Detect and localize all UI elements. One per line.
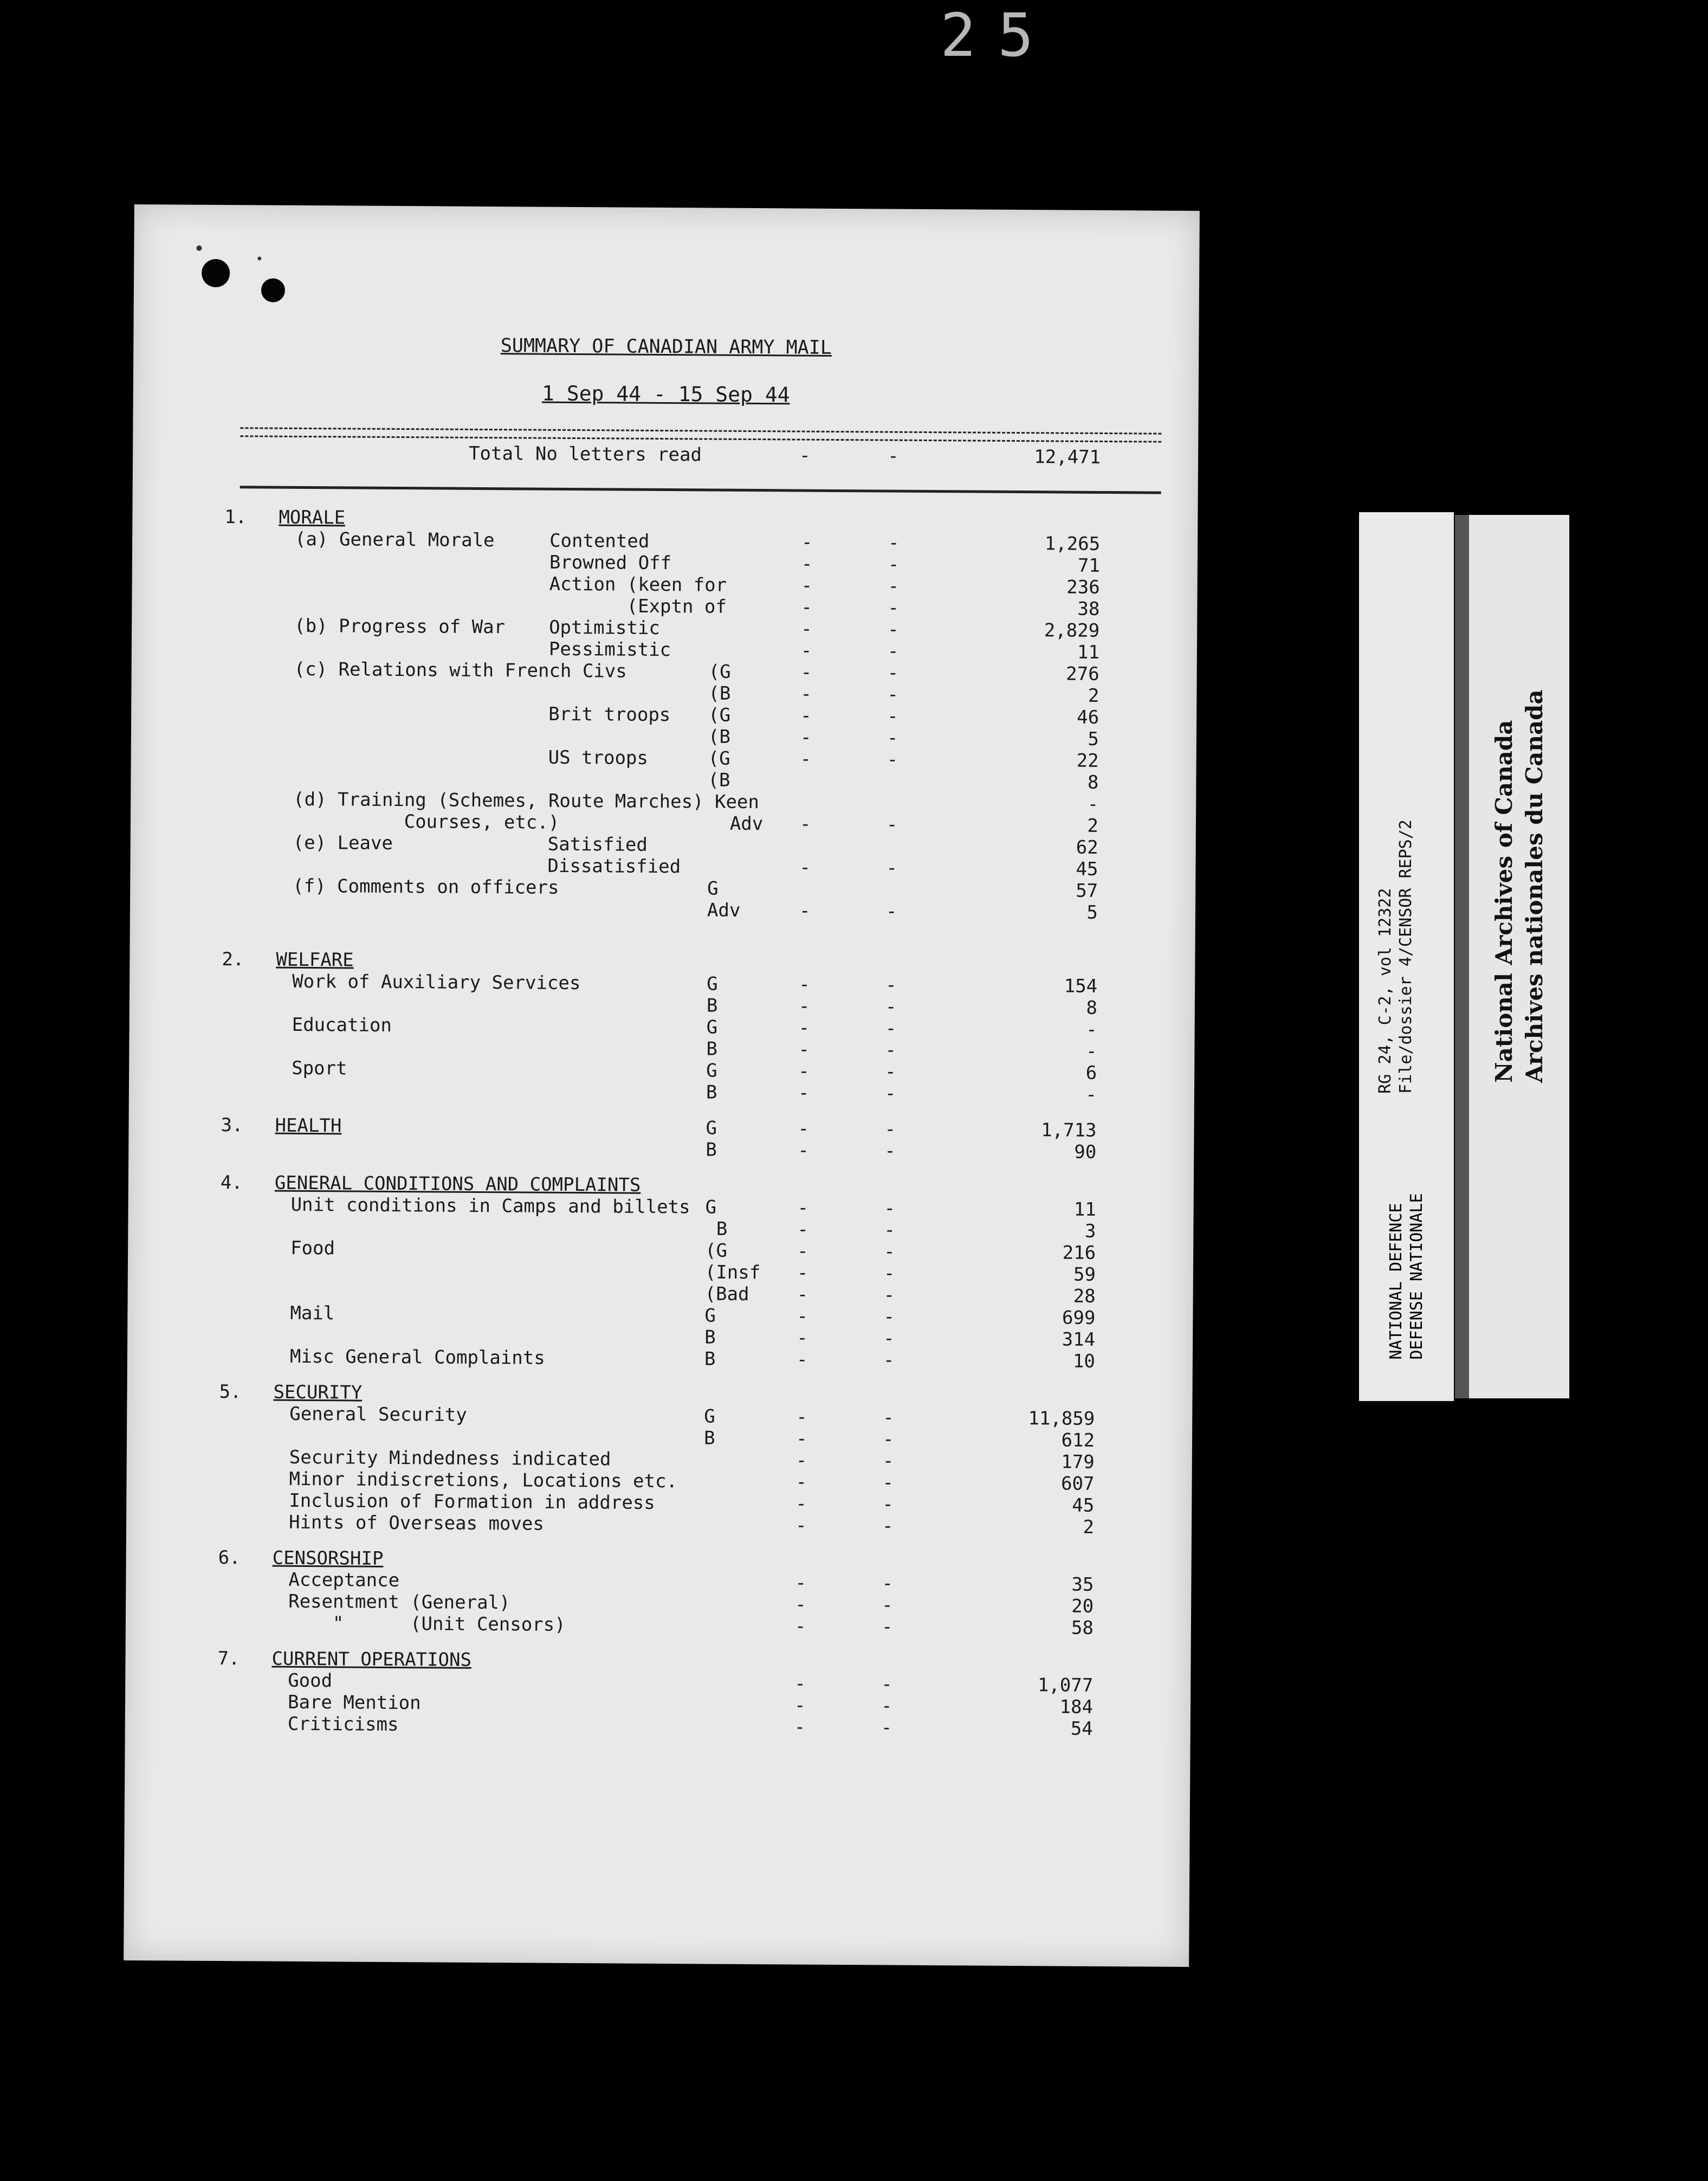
- row-label: Acceptance: [288, 1569, 400, 1592]
- count-value: 54: [1070, 1718, 1093, 1740]
- department-block: [1370, 1163, 1443, 1390]
- dash: -: [797, 1305, 808, 1327]
- dash: -: [885, 900, 897, 922]
- dash: -: [881, 1717, 892, 1739]
- dash: -: [800, 748, 812, 770]
- row-label: Unit conditions in Camps and billets: [290, 1193, 690, 1218]
- row-sublabel: (Exptn of: [549, 595, 727, 618]
- count-value: 607: [1060, 1473, 1095, 1495]
- dash: -: [888, 575, 900, 597]
- section-number: 7.: [217, 1648, 240, 1670]
- section-number: 3.: [221, 1114, 243, 1137]
- dash: -: [797, 1283, 808, 1306]
- section-heading: HEALTH: [275, 1114, 342, 1137]
- dash: -: [798, 1060, 810, 1082]
- row-sublabel: Optimistic: [549, 616, 660, 639]
- dash: -: [883, 1262, 895, 1285]
- row-label: Criticisms: [287, 1713, 399, 1736]
- count-value: 11: [1077, 641, 1100, 663]
- count-value: 276: [1066, 663, 1099, 685]
- dash: -: [887, 727, 898, 749]
- count-value: 20: [1071, 1595, 1094, 1617]
- dash: -: [794, 1615, 806, 1637]
- dash: -: [881, 1673, 892, 1695]
- count-value: 71: [1077, 554, 1100, 577]
- double-rule: [240, 427, 1161, 442]
- dash: -: [886, 814, 898, 836]
- speck: [257, 256, 261, 260]
- dash: -: [798, 1139, 809, 1162]
- total-row: [133, 440, 1198, 469]
- row-label: Work of Auxiliary Services: [292, 970, 581, 995]
- count-value: 35: [1071, 1573, 1094, 1596]
- dash: -: [885, 996, 897, 1018]
- count-value: 1,713: [1041, 1119, 1097, 1141]
- dash: -: [885, 974, 897, 996]
- punch-hole: [261, 278, 285, 302]
- count-value: 8: [1086, 997, 1098, 1019]
- rating-code: B: [705, 1218, 728, 1240]
- count-value: -: [1087, 793, 1099, 815]
- dash: -: [881, 1695, 892, 1717]
- dash: -: [801, 575, 813, 597]
- dash: -: [795, 1493, 807, 1515]
- count-value: 57: [1076, 880, 1098, 902]
- row-label: Bare Mention: [287, 1691, 421, 1714]
- document-page: [124, 204, 1200, 1967]
- row-label: Minor indiscretions, Locations etc.: [289, 1468, 678, 1493]
- rating-code: (B: [708, 769, 730, 791]
- count-value: 3: [1084, 1220, 1096, 1242]
- dash: -: [801, 618, 812, 640]
- row-label: Food: [290, 1237, 335, 1260]
- count-value: 11: [1073, 1198, 1096, 1221]
- spacer: [1416, 820, 1438, 1094]
- dash: -: [886, 857, 898, 879]
- rating-code: (Bad: [704, 1283, 749, 1305]
- archive-reference-tag: [1359, 512, 1454, 1401]
- dash: -: [795, 1514, 807, 1537]
- rating-code: G: [706, 1060, 717, 1082]
- count-value: -: [1085, 1083, 1097, 1106]
- dash: -: [798, 1082, 810, 1104]
- dash: -: [794, 1716, 806, 1738]
- rating-code: (G: [708, 661, 731, 683]
- rating-code: (G: [708, 704, 731, 726]
- row-sublabel: Brit troops: [548, 703, 671, 726]
- dash: -: [882, 1472, 894, 1494]
- rating-code: B: [706, 1139, 717, 1161]
- count-value: 45: [1076, 858, 1098, 880]
- archive-label-text: [1489, 689, 1550, 1082]
- section-number: 1.: [224, 506, 247, 528]
- dash: -: [883, 1306, 895, 1328]
- count-value: 314: [1062, 1328, 1096, 1351]
- dash: -: [884, 1140, 896, 1162]
- row-label: (c) Relations with French Civs: [294, 658, 627, 682]
- row-label: Inclusion of Formation in address: [289, 1489, 655, 1514]
- dash: -: [801, 553, 813, 575]
- dash: -: [794, 1694, 806, 1717]
- total-label: Total No letters read: [468, 442, 702, 466]
- count-value: 28: [1073, 1285, 1096, 1307]
- row-sublabel: Pessimistic: [548, 638, 671, 661]
- dash: -: [887, 683, 899, 706]
- dash: -: [887, 662, 899, 684]
- count-value: 2: [1087, 815, 1099, 837]
- document-dates: 1 Sep 44 - 15 Sep 44: [541, 381, 790, 407]
- document-title: SUMMARY OF CANADIAN ARMY MAIL: [500, 335, 832, 359]
- rating-code: G: [706, 1117, 717, 1139]
- count-value: 45: [1072, 1494, 1095, 1517]
- count-value: 179: [1061, 1451, 1095, 1473]
- dash: -: [799, 900, 811, 922]
- solid-rule: [240, 486, 1161, 494]
- count-value: 5: [1086, 901, 1098, 924]
- dash: -: [795, 1449, 807, 1472]
- count-value: 10: [1072, 1350, 1096, 1372]
- row-label: Misc General Complaints: [289, 1345, 545, 1369]
- row-label: " (Unit Censors): [288, 1612, 566, 1636]
- dash: -: [797, 1262, 808, 1284]
- dash: -: [795, 1428, 807, 1450]
- count-value: 1,077: [1037, 1674, 1094, 1696]
- count-value: -: [1086, 1018, 1097, 1041]
- row-label: General Security: [289, 1403, 467, 1426]
- dash: -: [797, 1327, 808, 1349]
- row-label: Sport: [292, 1057, 347, 1080]
- count-value: 11,859: [1028, 1408, 1095, 1430]
- dash: -: [885, 1039, 897, 1061]
- row-label: Security Mindedness indicated: [289, 1446, 611, 1470]
- rating-code: (G: [708, 747, 730, 770]
- dash: -: [800, 726, 812, 748]
- speck: [196, 246, 202, 251]
- row-label: (d) Training (Schemes, Route Marches) Keen: [293, 788, 760, 814]
- rating-code: G: [704, 1305, 716, 1327]
- department-line: DEFENSE NATIONALE: [1407, 1193, 1426, 1360]
- row-label: Education: [292, 1014, 392, 1036]
- punch-hole: [202, 259, 230, 287]
- section-heading: CURRENT OPERATIONS: [271, 1648, 472, 1671]
- dash: -: [888, 597, 899, 619]
- row-sublabel: Dissatisfied: [547, 855, 681, 878]
- count-value: 8: [1087, 771, 1099, 793]
- count-value: 58: [1071, 1617, 1094, 1639]
- rating-code: (B: [708, 726, 731, 748]
- dash: -: [885, 1017, 897, 1040]
- count-value: 2: [1083, 1516, 1095, 1538]
- dash: -: [800, 640, 812, 662]
- dash: -: [883, 1284, 895, 1306]
- dash: -: [882, 1594, 893, 1616]
- dash: -: [798, 995, 810, 1017]
- count-value: 90: [1074, 1141, 1097, 1163]
- row-label: (e) Leave: [293, 831, 393, 854]
- row-label: (a) General Morale: [295, 528, 495, 552]
- dash: -: [797, 1240, 808, 1262]
- reference-line: File/dossier 4/CENSOR REPS/2: [1396, 820, 1415, 1094]
- count-value: 6: [1085, 1062, 1097, 1084]
- dash: -: [888, 532, 900, 554]
- dash: -: [798, 1017, 810, 1039]
- count-value: 216: [1062, 1242, 1096, 1264]
- dash: -: [888, 553, 900, 576]
- dash: -: [798, 1038, 810, 1061]
- dash: -: [799, 973, 810, 996]
- dash: -: [882, 1493, 894, 1515]
- dash: -: [882, 1428, 894, 1450]
- dash: -: [801, 531, 813, 553]
- dash: -: [799, 813, 811, 835]
- dash: -: [884, 1197, 896, 1219]
- row-sublabel: Satisfied: [547, 833, 648, 856]
- dash: -: [797, 1197, 809, 1219]
- archive-label-line: National Archives of Canada: [1490, 720, 1517, 1083]
- row-label: Resentment (General): [288, 1590, 510, 1614]
- section-heading: CENSORSHIP: [272, 1547, 384, 1570]
- dash: -: [796, 1406, 807, 1428]
- dash: -: [884, 1241, 895, 1263]
- dash: -: [795, 1593, 806, 1616]
- department-line: NATIONAL DEFENCE: [1386, 1203, 1406, 1360]
- frame-number: 25: [940, 1, 1056, 70]
- dash: -: [801, 596, 813, 618]
- rating-code: (Insf: [704, 1261, 761, 1284]
- count-value: 1,265: [1044, 533, 1101, 555]
- count-value: 699: [1062, 1307, 1096, 1329]
- section-heading: MORALE: [279, 506, 346, 529]
- dash: -: [797, 1218, 808, 1241]
- row-sublabel: Action (keen for: [549, 573, 727, 596]
- count-value: 59: [1073, 1263, 1096, 1286]
- section-number: 2.: [222, 948, 244, 971]
- archive-reference-text: [1375, 820, 1438, 1094]
- rating-code: B: [703, 1427, 715, 1449]
- dash: -: [887, 640, 899, 662]
- dash: -: [887, 705, 898, 727]
- dash: -: [881, 1616, 893, 1638]
- count-value: 184: [1059, 1696, 1094, 1718]
- rating-code: (B: [708, 682, 731, 705]
- count-value: 236: [1066, 576, 1100, 598]
- reference-line: RG 24, C-2, vol 12322: [1375, 888, 1395, 1094]
- dash: -: [799, 444, 811, 467]
- rating-code: G: [705, 1196, 717, 1218]
- count-value: 612: [1061, 1429, 1095, 1451]
- section-number: 6.: [218, 1547, 241, 1569]
- rating-code: Adv: [707, 812, 764, 835]
- dash: -: [800, 705, 812, 727]
- section-heading: SECURITY: [273, 1381, 363, 1404]
- row-label: (f) Comments on officers: [293, 875, 559, 899]
- dash: -: [796, 1348, 808, 1371]
- rating-code: G: [706, 1016, 718, 1038]
- dash: -: [799, 856, 811, 879]
- count-value: 22: [1076, 750, 1099, 772]
- dash: -: [798, 1118, 810, 1140]
- rating-code: B: [706, 1038, 718, 1060]
- row-label: Courses, etc.): [293, 810, 560, 834]
- total-value: 12,471: [1034, 446, 1101, 468]
- count-value: 5: [1088, 728, 1099, 750]
- rating-code: G: [707, 973, 718, 995]
- rating-code: (G: [705, 1240, 728, 1262]
- row-sublabel: US troops: [548, 746, 649, 769]
- rating-code: B: [706, 995, 718, 1017]
- dash: -: [885, 1061, 896, 1083]
- count-value: 38: [1077, 598, 1100, 620]
- row-label: Hints of Overseas moves: [288, 1511, 544, 1535]
- dash: -: [884, 1219, 895, 1241]
- count-value: 2,829: [1044, 620, 1100, 642]
- count-value: 2: [1088, 685, 1099, 707]
- rating-code: Adv: [707, 899, 741, 921]
- dash: -: [800, 683, 812, 705]
- dash: -: [887, 748, 898, 771]
- dash: -: [883, 1349, 895, 1371]
- count-value: 154: [1064, 975, 1098, 997]
- dash: -: [882, 1450, 894, 1472]
- row-label: (b) Progress of War: [294, 615, 506, 638]
- dash: -: [794, 1673, 806, 1695]
- dash: -: [800, 661, 812, 683]
- row-label: Mail: [290, 1302, 335, 1325]
- count-value: -: [1085, 1040, 1097, 1062]
- dash: -: [887, 445, 899, 467]
- dash: -: [883, 1327, 895, 1350]
- row-sublabel: Browned Off: [549, 551, 672, 575]
- rating-code: B: [704, 1326, 716, 1348]
- rating-code: G: [704, 1405, 715, 1428]
- rating-code: B: [706, 1081, 717, 1104]
- rating-code: G: [707, 877, 719, 900]
- section-number: 5.: [219, 1381, 242, 1403]
- rating-code: B: [704, 1348, 716, 1370]
- row-label: Good: [288, 1669, 333, 1692]
- dash: -: [883, 1406, 894, 1429]
- archive-label-card: [1455, 515, 1569, 1398]
- dash: -: [882, 1515, 894, 1537]
- section-heading: WELFARE: [276, 948, 354, 971]
- dash: -: [884, 1118, 896, 1140]
- section-number: 4.: [220, 1172, 243, 1194]
- section-heading: GENERAL CONDITIONS AND COMPLAINTS: [274, 1172, 641, 1196]
- dash: -: [795, 1471, 807, 1493]
- count-value: 46: [1077, 706, 1099, 728]
- dash: -: [795, 1572, 807, 1594]
- archive-label-line: Archives nationales du Canada: [1521, 689, 1548, 1083]
- dash: -: [888, 618, 899, 641]
- count-value: 62: [1076, 836, 1098, 859]
- dash: -: [884, 1082, 896, 1105]
- row-sublabel: Contented: [549, 530, 650, 552]
- dash: -: [882, 1572, 894, 1595]
